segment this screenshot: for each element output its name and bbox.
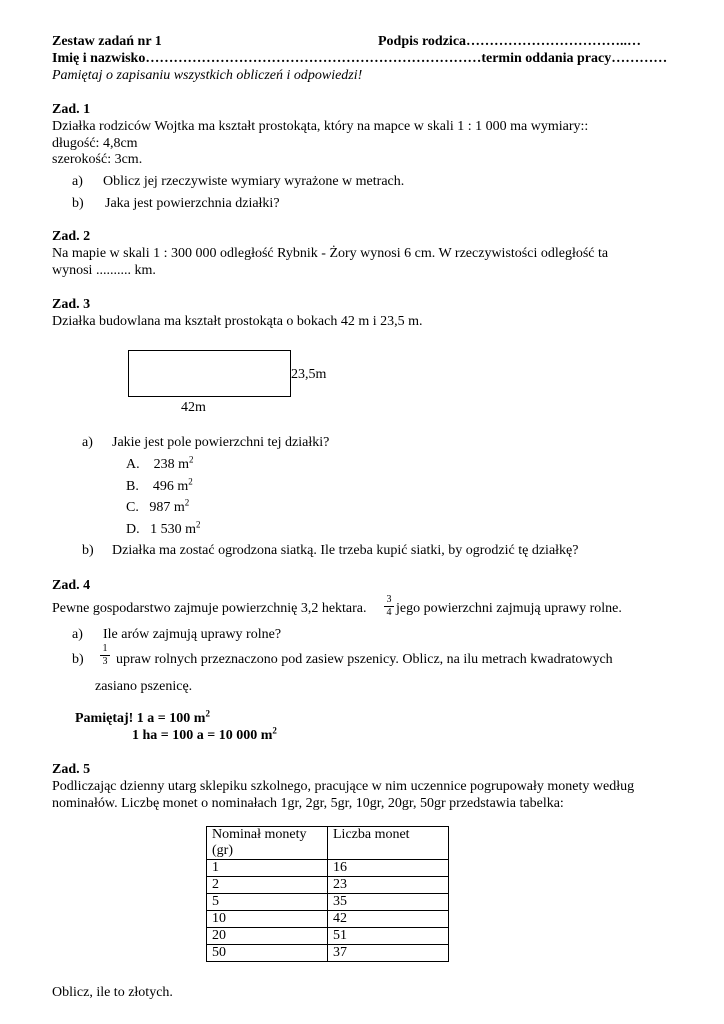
task1-text: Działka rodziców Wojtka ma kształt prostokąta, który na mapce w skali 1 : 1 000 ma wymiary::: [52, 119, 589, 134]
task3-title: Zad. 3: [52, 297, 91, 312]
name-field: Imię i nazwisko………………………………………………………………termin oddania pracy…………: [52, 51, 668, 66]
task3-b-text: Działka ma zostać ogrodzona siatką. Ile trzeba kupić siatki, by ogrodzić tę działkę?: [112, 543, 579, 558]
cell-nominal: 10: [207, 911, 328, 928]
task1-a-text: Oblicz jej rzeczywiste wymiary wyrażone w metrach.: [103, 174, 405, 189]
fraction-three-quarters: 3 4: [384, 595, 394, 618]
fraction-one-third: 1 3: [100, 644, 110, 667]
option-c: C. 987 $m^2$: [126, 497, 190, 515]
remember-are: Pamiętaj! 1 a = 100 $m^2$: [75, 708, 210, 726]
cell-count: 35: [328, 894, 449, 911]
cell-nominal: 20: [207, 928, 328, 945]
table-header-row: [207, 827, 449, 860]
parent-signature: Podpis rodzica……………………………..…: [378, 34, 642, 49]
table-row: [207, 911, 449, 928]
side-label: 23,5m: [291, 367, 327, 382]
task4-b-marker: b): [72, 652, 84, 667]
cell-count: 16: [328, 860, 449, 877]
task1-width: szerokość: 3cm.: [52, 152, 143, 167]
task3-text: Działka budowlana ma kształt prostokąta o bokach 42 m i 23,5 m.: [52, 314, 423, 329]
table-row: [207, 894, 449, 911]
task3-b-marker: b): [82, 543, 94, 558]
task1-a-marker: a): [72, 174, 83, 189]
cell-count: 51: [328, 928, 449, 945]
header-nominal: Nominał monety (gr): [207, 827, 328, 860]
option-b: B. 496 $m^2$: [126, 476, 193, 494]
task5-title: Zad. 5: [52, 762, 91, 777]
task1-b-marker: b): [72, 196, 84, 211]
header-count: Liczba monet: [328, 827, 449, 860]
cell-nominal: 2: [207, 877, 328, 894]
set-title: Zestaw zadań nr 1: [52, 34, 162, 49]
plot-rectangle: [128, 350, 291, 397]
cell-count: 37: [328, 945, 449, 962]
option-d: D. 1 530 $m^2$: [126, 519, 201, 537]
task4-b-text: upraw rolnych przeznaczono pod zasiew pszenicy. Oblicz, na ilu metrach kwadratowych: [116, 652, 613, 667]
task2-title: Zad. 2: [52, 229, 91, 244]
cell-nominal: 1: [207, 860, 328, 877]
task4-a-marker: a): [72, 627, 83, 642]
task4-b-text2: zasiano pszenicę.: [95, 679, 193, 694]
cell-nominal: 50: [207, 945, 328, 962]
option-a: A. 238 $m^2$: [126, 454, 194, 472]
task2-line2: wynosi .......... km.: [52, 263, 156, 278]
task4-a-text: Ile arów zajmują uprawy rolne?: [103, 627, 282, 642]
task5-closing: Oblicz, ile to złotych.: [52, 985, 173, 1000]
bottom-label: 42m: [181, 400, 206, 415]
table-row: [207, 860, 449, 877]
table-row: [207, 877, 449, 894]
task1-length: długość: 4,8cm: [52, 136, 138, 151]
remember-hectare: 1 ha = 100 a = 10 000 $m^2$: [132, 725, 277, 743]
task4-text-after: jego powierzchni zajmują uprawy rolne.: [396, 601, 622, 616]
table-row: [207, 945, 449, 962]
reminder-text: Pamiętaj o zapisaniu wszystkich obliczeń i odpowiedzi!: [52, 68, 363, 83]
task4-text-before: Pewne gospodarstwo zajmuje powierzchnię 3,2 hektara.: [52, 601, 367, 616]
task4-title: Zad. 4: [52, 578, 91, 593]
task5-line1: Podliczając dzienny utarg sklepiku szkolnego, pracujące w nim uczennice pogrupowały monety według: [52, 779, 635, 794]
task3-a-marker: a): [82, 435, 93, 450]
task2-line1: Na mapie w skali 1 : 300 000 odległość Rybnik - Żory wynosi 6 cm. W rzeczywistości odległość ta: [52, 246, 609, 261]
cell-count: 23: [328, 877, 449, 894]
task1-b-text: Jaka jest powierzchnia działki?: [105, 196, 280, 211]
coins-table: [206, 826, 449, 962]
cell-count: 42: [328, 911, 449, 928]
table-row: [207, 928, 449, 945]
cell-nominal: 5: [207, 894, 328, 911]
task3-a-text: Jakie jest pole powierzchni tej działki?: [112, 435, 330, 450]
task1-title: Zad. 1: [52, 102, 91, 117]
task5-line2: nominałów. Liczbę monet o nominałach 1gr, 2gr, 5gr, 10gr, 20gr, 50gr przedstawia tabelka:: [52, 796, 564, 811]
